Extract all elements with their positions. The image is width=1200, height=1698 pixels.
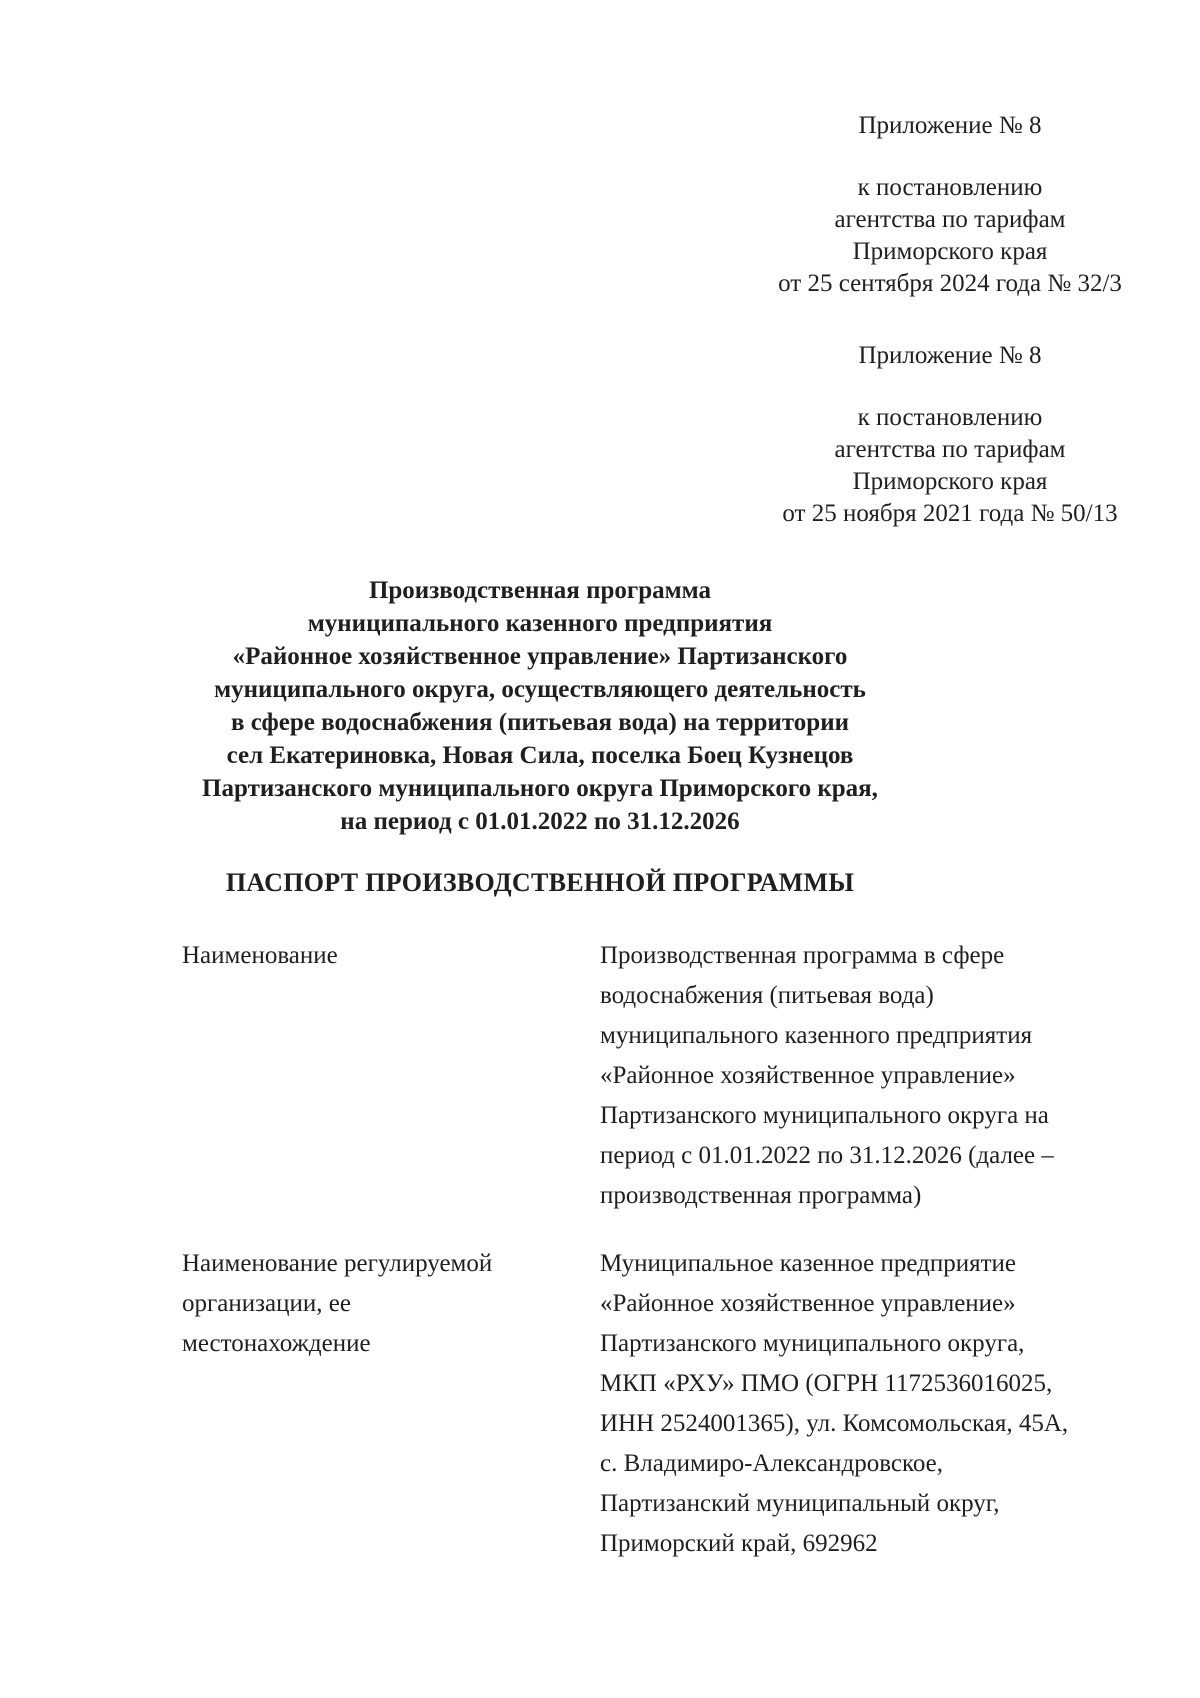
value-line: производственная программа): [600, 1182, 922, 1209]
value-line: МКП «РХУ» ПМО (ОГРН 1172536016025,: [600, 1370, 1053, 1397]
value-line: с. Владимиро-Александровское,: [600, 1450, 943, 1477]
appendix-line: к постановлению: [857, 404, 1043, 431]
passport-row-label: [182, 936, 572, 976]
value-line: Партизанского муниципального округа на: [600, 1102, 1049, 1129]
title-line: на период с 01.01.2022 по 31.12.2026: [340, 808, 740, 835]
passport-row-value: [600, 1244, 1140, 1564]
title-line: муниципального округа, осуществляющего деятельность: [214, 676, 866, 703]
program-title: [160, 574, 920, 838]
value-line: Приморский край, 692962: [600, 1530, 878, 1557]
value-line: Муниципальное казенное предприятие: [600, 1250, 1016, 1277]
appendix-block-current: [740, 110, 1160, 300]
appendix-line: агентства по тарифам: [834, 436, 1066, 463]
title-line: в сфере водоснабжения (питьевая вода) на территории: [230, 709, 850, 736]
value-line: период с 01.01.2022 по 31.12.2026 (далее –: [600, 1142, 1054, 1169]
title-line: «Районное хозяйственное управление» Партизанского: [232, 643, 848, 670]
appendix-line: агентства по тарифам: [834, 206, 1066, 233]
value-line: Производственная программа в сфере: [600, 942, 1005, 969]
passport-row-value: [600, 936, 1140, 1216]
value-line: «Районное хозяйственное управление»: [600, 1290, 1016, 1317]
appendix-line: Приморского края: [852, 468, 1048, 495]
value-line: Партизанский муниципальный округ,: [600, 1490, 1000, 1517]
label-line: организации, ее: [182, 1290, 351, 1317]
appendix-number: Приложение № 8: [858, 112, 1042, 139]
appendix-block-original: [740, 340, 1160, 530]
title-line: муниципального казенного предприятия: [307, 610, 773, 637]
value-line: муниципального казенного предприятия: [600, 1022, 1033, 1049]
value-line: «Районное хозяйственное управление»: [600, 1062, 1016, 1089]
appendix-date: от 25 ноября 2021 года № 50/13: [782, 500, 1118, 527]
passport-heading: ПАСПОРТ ПРОИЗВОДСТВЕННОЙ ПРОГРАММЫ: [225, 868, 855, 897]
appendix-date: от 25 сентября 2024 года № 32/3: [778, 270, 1122, 297]
title-line: Производственная программа: [368, 577, 712, 604]
label-line: Наименование: [182, 942, 338, 969]
passport-row-label: [182, 1244, 572, 1364]
appendix-line: Приморского края: [852, 238, 1048, 265]
value-line: водоснабжения (питьевая вода): [600, 982, 934, 1009]
appendix-line: к постановлению: [857, 174, 1043, 201]
label-line: местонахождение: [182, 1330, 371, 1357]
title-line: сел Екатериновка, Новая Сила, поселка Боец Кузнецов: [226, 742, 854, 769]
appendix-number: Приложение № 8: [858, 342, 1042, 369]
title-line: Партизанского муниципального округа Приморского края,: [202, 775, 878, 802]
value-line: Партизанского муниципального округа,: [600, 1330, 1025, 1357]
value-line: ИНН 2524001365), ул. Комсомольская, 45А,: [600, 1410, 1069, 1437]
label-line: Наименование регулируемой: [182, 1250, 493, 1277]
